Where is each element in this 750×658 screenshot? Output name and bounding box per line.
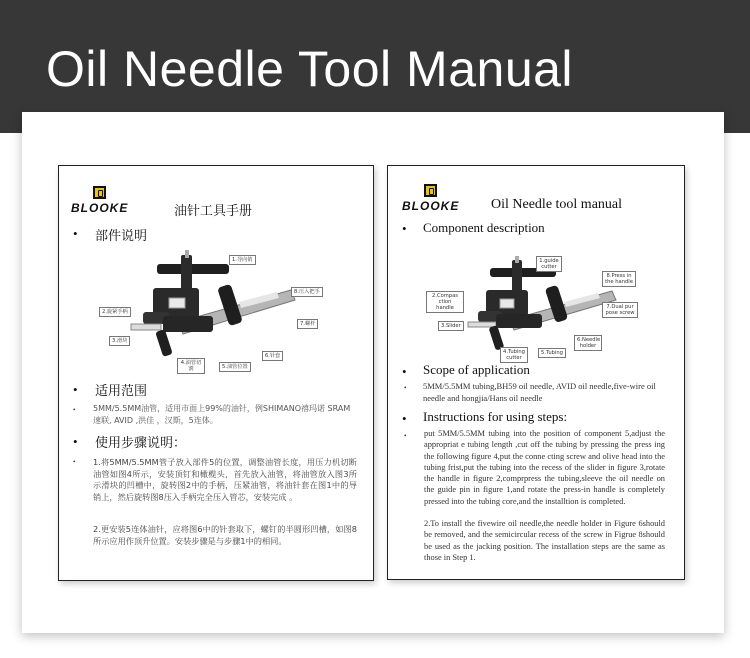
logo-text: BLOOKE (71, 201, 129, 215)
brand-logo (402, 184, 459, 213)
logo-text: BLOOKE (402, 199, 460, 213)
brand-logo (71, 186, 128, 215)
page-title: Oil Needle Tool Manual (46, 41, 574, 97)
part-label-1: 1.导向销 (229, 255, 256, 265)
bullet-icon: • (73, 406, 76, 414)
part-label-5: 5.Tubing (538, 348, 566, 358)
section-heading-components: 部件说明 (95, 229, 148, 244)
section-heading-scope: 适用范围 (95, 384, 148, 399)
section-heading-steps: Instructions for using steps: (423, 409, 568, 424)
manual-title: Oil Needle tool manual (491, 197, 623, 212)
step-1-text: put 5MM/5.5MM tubing into the position of component 5,adjust the appropriat e tubing length ,cut off the tubing by pressing the press ing the following figure 4,put the conne cting screw and olive head into the tubing frist,put the tubing into the recess of the slider in figure 3,rotate the handle in figure 2,comprpress the tubing,sleeve the oil needle on the guide pin in figure 1,and rotate the press-in handle is completely pressed into the tubing core,and the installtion is completed. (424, 429, 665, 506)
bullet-icon: • (404, 384, 407, 392)
manual-title: 油针工具手册 (174, 204, 253, 219)
bullet-icon: • (73, 226, 78, 241)
bullet-icon: • (73, 434, 78, 449)
step-1-text: 1.将5MM/5.5MM管子放入部件5的位置，调整油管长度，用压力机切断油管如图4所示，安装顶钉和橄榄头，首先放入油管，将油管放入图3所示滑块的凹槽中，旋转图2中的手柄，压紧油管，将油针套在图1中的导销上，然后旋转图8压入手柄完全压入管芯，安装完成 。 (93, 457, 357, 502)
logo-mark-icon (424, 184, 437, 197)
bullet-icon: • (402, 221, 407, 236)
part-label-6: 6.针套 (262, 351, 283, 361)
part-label-7: 7.Dual pur pose screw (602, 302, 638, 318)
chinese-manual-page (58, 165, 374, 581)
part-label-4: 4.Tubing cutter (500, 347, 528, 363)
part-label-3: 3.滑块 (109, 336, 130, 346)
english-manual-page (387, 165, 685, 580)
scope-text: 5MM/5.5MM油管，适用市面上99%的油针，例SHIMANO禧玛诺 SRAM速联, AVID ,洪佳 ，汉斯，5连体。 (93, 404, 351, 425)
section-heading-scope: Scope of application (423, 362, 530, 377)
tool-illustration (119, 250, 299, 365)
section-heading-steps: 使用步骤说明： (95, 436, 187, 451)
bullet-icon: • (402, 411, 407, 426)
part-label-5: 5.油管位置 (219, 362, 251, 372)
step-2-text: 2.更安装5连体油针，应将图6中的针套取下，螺钉的半圆形凹槽，如图8所示应用作顶升位置。安装步骤是与步骤1中的相同。 (93, 524, 357, 546)
part-label-7: 7.螺杆 (297, 319, 318, 329)
part-label-2: 2.旋紧手柄 (99, 307, 131, 317)
bullet-icon: • (73, 458, 76, 466)
part-label-6: 6.Needle holder (574, 335, 602, 351)
bullet-icon: • (73, 382, 78, 397)
part-label-4: 4.油管切割 (177, 358, 205, 374)
section-heading-components: Component description (423, 220, 545, 235)
part-label-1: 1.guide cutter (536, 256, 562, 272)
bullet-icon: • (402, 364, 407, 379)
part-label-2: 2.Compas ction handle (426, 291, 464, 313)
step-2-text: 2.To install the fivewire oil needle,the needle holder in Figure 6should be removed, and the semicircular recess of the screw in Figrue 8should be used as the jacking position. The installation steps are the same as those in Step 1. (424, 519, 665, 562)
part-label-8: 8.压入把手 (291, 287, 323, 297)
part-label-3: 3.Slider (438, 321, 464, 331)
scope-text: 5MM/5.5MM tubing,BH59 oil needle, AVID oil needle,five-wire oil needle and hongjia/Hans oil needle (423, 381, 656, 403)
part-label-8: 8.Press in the handle (602, 271, 636, 287)
bullet-icon: • (404, 432, 407, 440)
logo-mark-icon (93, 186, 106, 199)
